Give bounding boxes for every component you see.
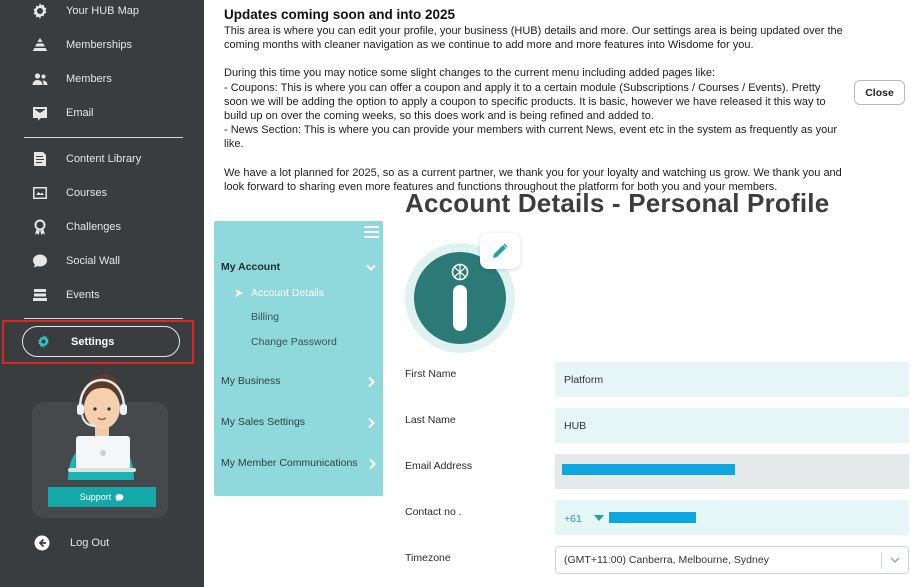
edit-avatar-button[interactable] — [480, 233, 520, 269]
country-code-dropdown-icon[interactable] — [594, 515, 604, 521]
sidebar-item-memberships[interactable] — [30, 32, 132, 58]
notice-paragraph: - Coupons: This is where you can offer a coupon and apply it to a certain module (Subscriptions / Courses / Events). Pretty soon we will be adding the option to apply a coupon to specific products. It is basic, however we have released it this way to build up on over the coming weeks, so this does work and is being refined and added to. — [224, 81, 826, 123]
support-label: Support — [79, 492, 112, 502]
menu-label: My Account — [221, 261, 281, 273]
sidebar-item-members[interactable] — [30, 66, 112, 92]
sidebar-item-your-hub-map[interactable] — [30, 0, 139, 24]
notice-paragraph: - News Section: This is where you can provide your members with current News, event etc in the system as frequently as your like. — [224, 124, 837, 151]
last-name-label: Last Name — [405, 414, 456, 426]
notice-paragraph: We have a lot planned for 2025, so as a current partner, we thank you for your loyalty and watching us grow. We thank you and look forward to sharing even more features and functions throughout the platform for both you and your members. — [224, 166, 842, 193]
last-name-field[interactable] — [555, 408, 909, 443]
contact-label: Contact no . — [405, 506, 462, 518]
chat-icon — [115, 493, 124, 502]
chevron-right-icon — [366, 417, 376, 429]
sidebar-item-label: Settings — [71, 335, 115, 348]
chevron-down-icon — [366, 262, 376, 274]
pencil-icon — [491, 242, 509, 260]
timezone-value: (GMT+11:00) Canberra, Melbourne, Sydney — [564, 554, 769, 566]
events-icon — [30, 285, 50, 305]
timezone-label: Timezone — [405, 552, 451, 564]
notice-title: Updates coming soon and into 2025 — [224, 7, 456, 22]
sidebar-item-label: Events — [66, 289, 100, 301]
select-separator — [881, 553, 882, 569]
menu-my-business[interactable] — [221, 375, 281, 387]
email-label: Email Address — [405, 460, 473, 472]
menu-change-password[interactable]: Change Password — [251, 336, 337, 348]
sidebar-item-challenges[interactable] — [30, 214, 121, 240]
sidebar-item-content-library[interactable] — [30, 146, 141, 172]
sidebar-item-label: Your HUB Map — [66, 5, 139, 17]
support-agent-illustration — [58, 368, 144, 480]
logout-button[interactable] — [34, 530, 109, 556]
sidebar-item-label: Memberships — [66, 39, 133, 51]
award-icon — [30, 217, 50, 237]
sidebar-item-label: Content Library — [66, 153, 142, 165]
pyramid-icon — [30, 35, 50, 55]
courses-icon — [30, 183, 50, 203]
sidebar-item-email[interactable] — [30, 100, 94, 126]
menu-label: My Member Communications — [221, 457, 358, 469]
menu-account-details[interactable]: Account Details — [251, 287, 324, 299]
members-icon — [30, 69, 50, 89]
chevron-right-icon — [366, 376, 376, 388]
logout-icon — [34, 535, 50, 551]
sidebar-item-settings[interactable] — [22, 326, 180, 357]
sidebar-item-events[interactable] — [30, 282, 100, 308]
gear-icon — [30, 1, 50, 21]
first-name-label: First Name — [405, 368, 457, 380]
menu-label: My Business — [221, 375, 281, 387]
logout-label: Log Out — [70, 537, 110, 549]
menu-label: My Sales Settings — [221, 416, 306, 428]
menu-my-member-communications[interactable] — [221, 457, 358, 469]
chevron-right-icon — [367, 458, 377, 470]
sidebar-item-label: Members — [66, 73, 112, 85]
notice-paragraph: This area is where you can edit your profile, your business (HUB) details and more. Our settings area is being updated over the coming months with cleaner navigation as we continue to add more and more features into Wisdome for you. — [224, 25, 843, 52]
sidebar-divider — [24, 137, 183, 138]
menu-billing[interactable]: Billing — [251, 311, 280, 323]
sidebar-item-social-wall[interactable] — [30, 248, 120, 274]
menu-my-sales-settings[interactable] — [221, 416, 305, 428]
support-button[interactable] — [48, 487, 156, 507]
sidebar-item-label: Courses — [66, 187, 107, 199]
sidebar-item-courses[interactable] — [30, 180, 107, 206]
email-icon — [30, 103, 50, 123]
chevron-right-icon — [234, 288, 244, 298]
sidebar — [0, 0, 204, 587]
chat-bubble-icon — [30, 251, 50, 271]
gear-icon — [35, 334, 51, 350]
close-notice-button[interactable]: Close — [854, 80, 905, 105]
menu-my-account[interactable] — [221, 261, 280, 273]
notice-paragraph: During this time you may notice some slight changes to the current menu including added pages like: — [224, 67, 715, 80]
chevron-down-icon — [890, 556, 900, 564]
phone-redaction — [609, 512, 696, 523]
sidebar-item-label: Challenges — [66, 221, 122, 233]
sidebar-divider — [24, 318, 183, 319]
sidebar-item-label: Social Wall — [66, 255, 120, 267]
country-code[interactable]: +61 — [564, 513, 582, 525]
email-redaction — [562, 464, 735, 475]
updates-notice — [224, 7, 844, 194]
sidebar-item-label: Email — [66, 107, 94, 119]
page-title: Account Details - Personal Profile — [405, 188, 830, 218]
hamburger-menu-icon[interactable] — [364, 226, 379, 239]
document-icon — [30, 149, 50, 169]
timezone-select[interactable] — [555, 546, 909, 574]
first-name-field[interactable] — [555, 362, 909, 397]
